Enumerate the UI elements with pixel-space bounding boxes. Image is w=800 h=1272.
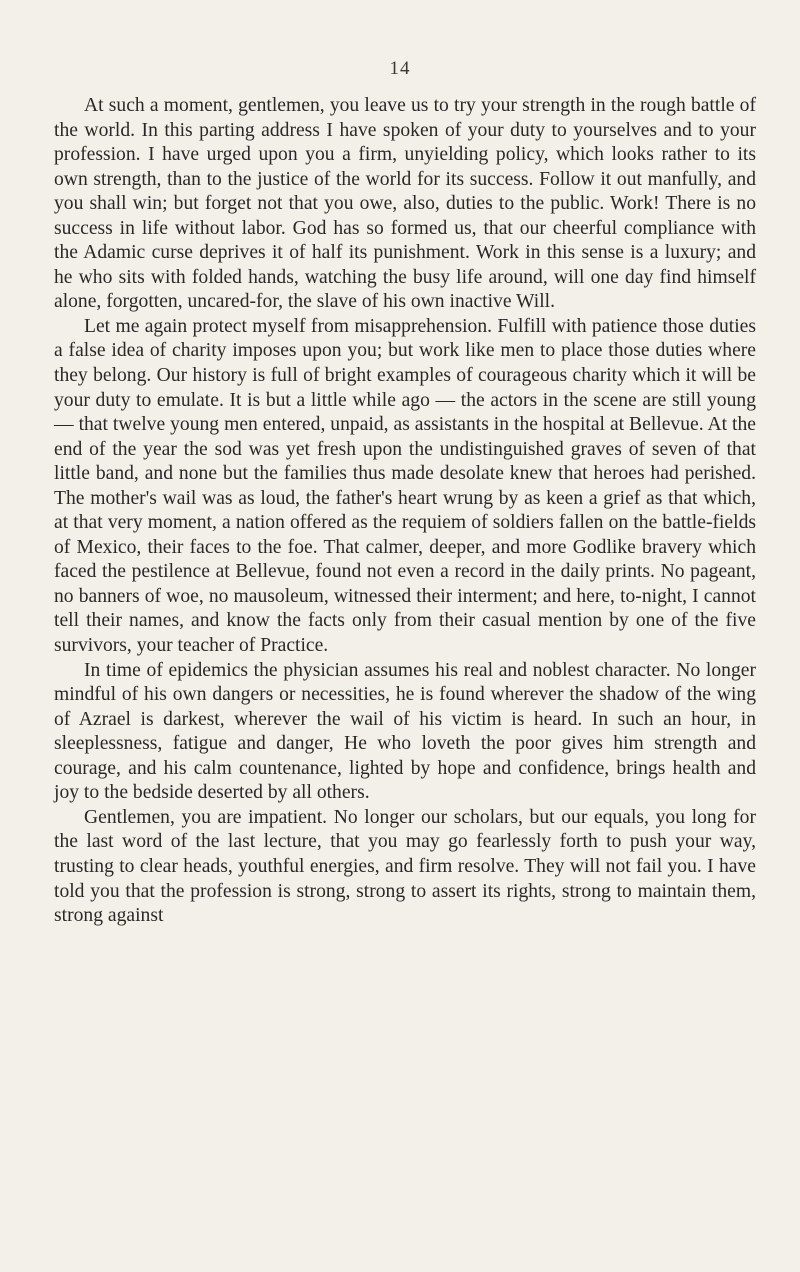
paragraph: Gentlemen, you are impatient. No longer our scholars, but our equals, you long for the last word of the last lecture, that you may go fearlessly forth to push your way, trusting to clear heads, youthful energies, and firm resolve. They will not fail you. I have told you that the profession is strong, strong to assert its rights, strong to maintain them, strong against [54, 806, 756, 927]
page-number: 14 [389, 58, 411, 79]
paragraph: In time of epidemics the physician assumes his real and noblest character. No longer mindful of his own dangers or necessities, he is found wherever the shadow of the wing of Azrael is darkest, wherever the wail of his victim is heard. In such an hour, in sleeplessness, fatigue and danger, He who loveth the poor gives him strength and courage, and his calm countenance, lighted by hope and confidence, brings health and joy to the bedside deserted by all others. [54, 659, 756, 804]
paragraph: At such a moment, gentlemen, you leave us to try your strength in the rough battle of the world. In this parting address I have spoken of your duty to yourselves and to your profession. I have urged upon you a firm, unyielding policy, which looks rather to its own strength, than to the justice of the world for its success. Follow it out manfully, and you shall win; but forget not that you owe, also, duties to the public. Work! There is no success in life without labor. God has so formed us, that our cheerful compliance with the Adamic curse deprives it of half its punishment. Work in this sense is a luxury; and he who sits with folded hands, watching the busy life around, will one day find himself alone, forgotten, uncared-for, the slave of his own inactive Will. [54, 95, 756, 313]
paragraph: Let me again protect myself from misapprehension. Fulfill with patience those duties a false idea of charity imposes upon you; but work like men to place those duties where they belong. Our history is full of bright examples of courageous charity which it will be your duty to emulate. It is but a little while ago — the actors in the scene are still young — that twelve young men entered, unpaid, as assistants in the hospital at Bellevue. At the end of the year the sod was yet fresh upon the undistinguished graves of seven of that little band, and none but the families thus made desolate knew that heroes had perished. The mother's wail was as loud, the father's heart wrung by as keen a grief as that which, at that very moment, a nation offered as the requiem of soldiers fallen on the battle-fields of Mexico, their faces to the foe. That calmer, deeper, and more Godlike bravery which faced the pestilence at Bellevue, found not even a record in the daily prints. No pageant, no banners of woe, no mausoleum, witnessed their interment; and here, to-night, I cannot tell their names, and know the facts only from their casual mention by one of the five survivors, your teacher of Practice. [54, 315, 756, 657]
body-text [54, 94, 756, 929]
